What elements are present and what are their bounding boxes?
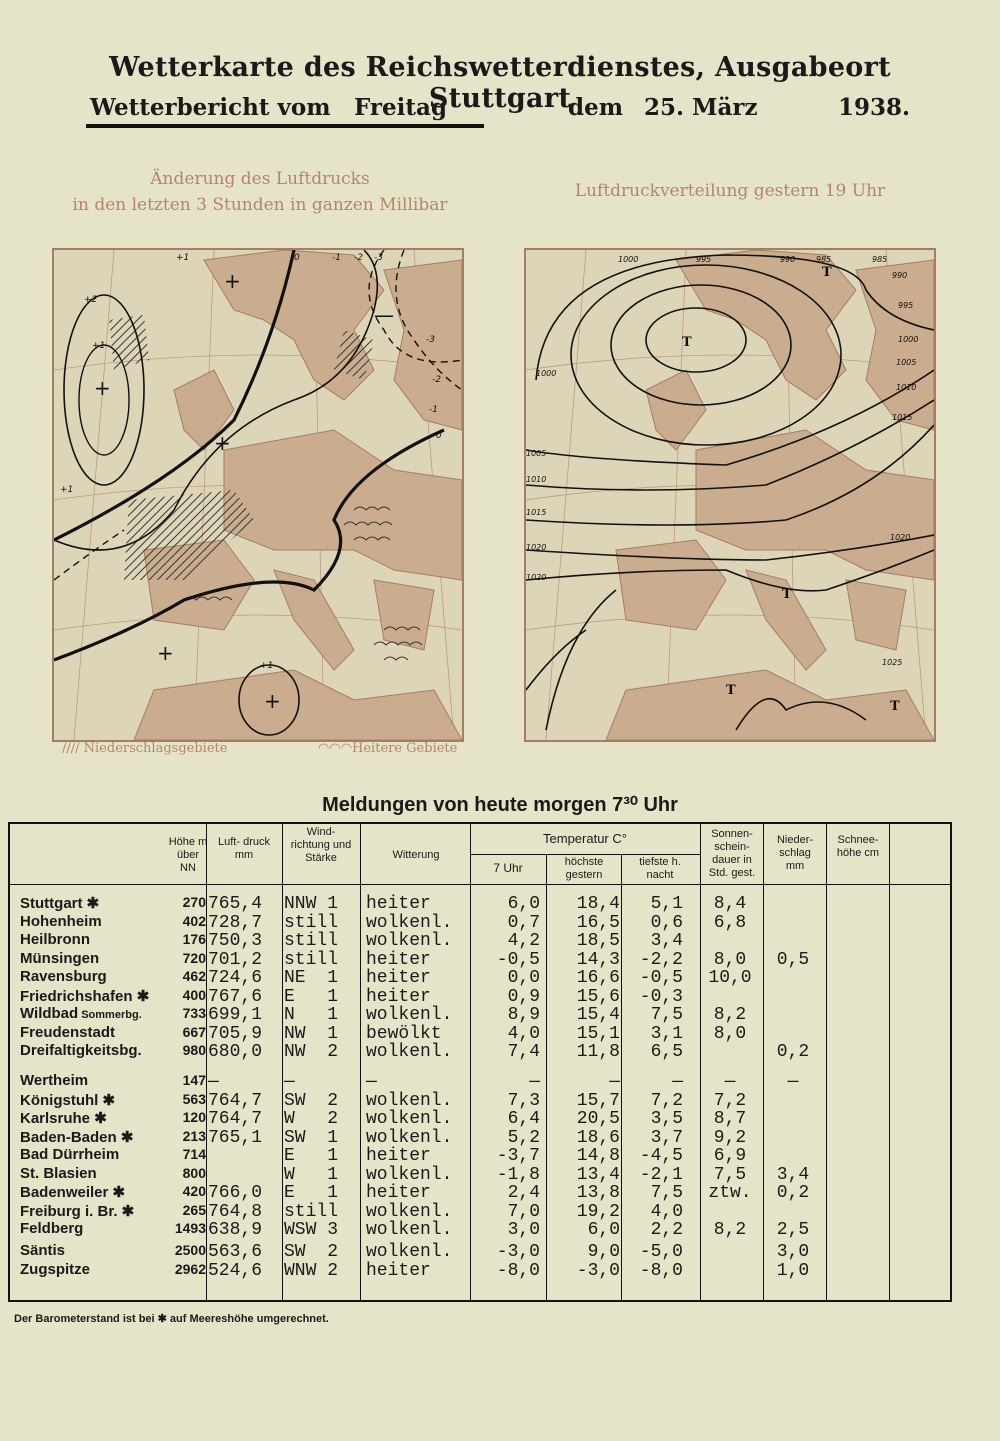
cell-wx: wolkenl. xyxy=(366,1109,453,1129)
cell-t7: 7,3 xyxy=(507,1090,540,1111)
svg-text:1015: 1015 xyxy=(526,508,547,517)
pressure-distribution-map xyxy=(524,248,936,742)
cell-n: 0,2 xyxy=(776,1042,810,1062)
cell-tx: — xyxy=(609,1072,620,1092)
cell-wx: bewölkt xyxy=(366,1023,442,1044)
cell-p: 764,8 xyxy=(208,1201,263,1222)
station-name: Freudenstadt xyxy=(20,1023,116,1041)
cell-tx: 18,4 xyxy=(576,894,620,914)
svg-text:0: 0 xyxy=(294,253,300,263)
cell-p: 750,3 xyxy=(208,931,263,951)
svg-text:-1: -1 xyxy=(332,253,341,263)
cell-w: E 1 xyxy=(284,1183,339,1203)
pressure-change-map xyxy=(52,248,464,742)
station-height: 2962 xyxy=(174,1260,206,1277)
cell-tx: 13,8 xyxy=(576,1183,620,1203)
cell-tn: — xyxy=(672,1072,683,1092)
cell-s: 7,2 xyxy=(713,1090,747,1111)
table-row xyxy=(10,950,954,969)
header-bottom-line xyxy=(10,884,950,885)
table-row xyxy=(10,1109,954,1128)
station-height: 2500 xyxy=(174,1242,206,1258)
cell-w: still xyxy=(284,931,339,951)
cell-s: ztw. xyxy=(708,1183,752,1203)
cell-t7: 8,9 xyxy=(507,1005,540,1025)
legend-precipitation: //// Niederschlagsgebiete xyxy=(62,741,228,756)
cell-s: 6,9 xyxy=(713,1146,747,1166)
cell-w: NW 1 xyxy=(284,1023,339,1044)
station-height: 147 xyxy=(182,1072,206,1088)
cell-w: SW 2 xyxy=(284,1090,339,1111)
svg-text:+: + xyxy=(224,269,241,293)
cell-p: 699,1 xyxy=(208,1005,263,1025)
cell-s: 8,0 xyxy=(713,949,747,970)
cell-w: WNW 2 xyxy=(284,1260,339,1281)
cell-p: 638,9 xyxy=(208,1220,263,1240)
cell-w: N 1 xyxy=(284,1005,339,1025)
cell-tn: -0,3 xyxy=(639,986,683,1007)
cell-s: 9,2 xyxy=(713,1127,747,1148)
table-row xyxy=(10,1261,954,1280)
cell-tx: 19,2 xyxy=(576,1201,620,1222)
cell-w: E 1 xyxy=(284,1146,339,1166)
station-height: 265 xyxy=(182,1201,206,1218)
cell-s: 8,2 xyxy=(713,1005,747,1025)
svg-text:-1: -1 xyxy=(429,405,438,415)
cell-t7: 7,0 xyxy=(507,1201,540,1222)
station-name: Friedrichshafen ✱ xyxy=(20,987,150,1005)
page-title: Wetterkarte des Reichswetterdienstes, Ausgabeort Stuttgart xyxy=(109,52,891,114)
cell-wx: heiter xyxy=(366,986,431,1007)
cell-n: 3,0 xyxy=(776,1242,810,1262)
header-sonne: Sonnen- schein- dauer in Std. gest. xyxy=(708,828,756,879)
cell-p: — xyxy=(208,1072,219,1092)
station-height: 980 xyxy=(182,1042,206,1058)
pressure-distribution-map-svg xyxy=(526,250,934,740)
cell-wx: wolkenl. xyxy=(366,1242,453,1262)
table-row xyxy=(10,1183,954,1202)
station-name: Bad Dürrheim xyxy=(20,1146,120,1163)
header-witterung: Witterung xyxy=(392,849,440,861)
station-name: Münsingen xyxy=(20,949,100,967)
temp-header-line xyxy=(470,854,700,855)
svg-text:0: 0 xyxy=(436,431,442,441)
svg-text:T: T xyxy=(726,683,736,698)
table-row xyxy=(10,1042,954,1061)
cell-t7: — xyxy=(529,1072,540,1092)
station-height: 176 xyxy=(182,931,206,947)
right-map-caption: Luftdruckverteilung gestern 19 Uhr xyxy=(574,181,886,201)
cell-tx: 15,7 xyxy=(576,1090,620,1111)
cell-wx: wolkenl. xyxy=(366,1220,453,1240)
cell-s: 8,7 xyxy=(713,1109,747,1129)
cell-t7: -3,0 xyxy=(496,1242,540,1262)
cell-wx: heiter xyxy=(366,894,431,914)
cell-tn: 0,6 xyxy=(650,912,683,933)
svg-text:1000: 1000 xyxy=(536,369,557,378)
date-prefix: dem xyxy=(568,94,624,121)
cell-tn: -5,0 xyxy=(639,1242,683,1262)
cell-t7: -1,8 xyxy=(496,1164,540,1185)
station-name: Baden-Baden ✱ xyxy=(20,1128,134,1146)
svg-text:+: + xyxy=(214,431,231,455)
svg-text:T: T xyxy=(682,335,692,350)
table-row xyxy=(10,1024,954,1043)
svg-text:+: + xyxy=(264,689,281,713)
cell-wx: heiter xyxy=(366,1260,431,1281)
svg-text:T: T xyxy=(890,699,900,714)
header-t7: 7 Uhr xyxy=(493,861,523,875)
cell-t7: 6,0 xyxy=(507,894,540,914)
cell-s: 8,4 xyxy=(713,894,747,914)
station-name: Stuttgart ✱ xyxy=(20,895,100,912)
cell-p: 764,7 xyxy=(208,1090,263,1111)
cell-w: NNW 1 xyxy=(284,894,339,914)
cell-t7: 5,2 xyxy=(507,1127,540,1148)
year: 1938. xyxy=(838,94,911,121)
table-row xyxy=(10,1091,954,1110)
svg-text:+: + xyxy=(94,376,111,400)
station-name: St. Blasien xyxy=(20,1164,97,1182)
header-nieder: Nieder- schlag mm xyxy=(776,834,814,872)
cell-t7: -3,7 xyxy=(496,1146,540,1166)
table-row xyxy=(10,1072,954,1091)
station-name: Säntis xyxy=(20,1242,66,1259)
cell-p: 724,6 xyxy=(208,968,263,988)
station-height: 402 xyxy=(182,912,206,929)
cell-wx: wolkenl. xyxy=(366,1201,453,1222)
svg-text:985: 985 xyxy=(872,255,888,264)
svg-text:1015: 1015 xyxy=(892,413,913,422)
cell-p: 767,6 xyxy=(208,986,263,1007)
cell-wx: wolkenl. xyxy=(366,912,453,933)
station-name: Wildbad Sommerbg. xyxy=(20,1005,142,1022)
svg-text:-3: -3 xyxy=(426,335,435,345)
cell-w: W 1 xyxy=(284,1164,339,1185)
cell-p: 701,2 xyxy=(208,949,263,970)
svg-text:995: 995 xyxy=(696,255,712,264)
table-row xyxy=(10,1242,954,1261)
station-height: 720 xyxy=(182,949,206,966)
station-height: 213 xyxy=(182,1127,206,1144)
cell-tn: -8,0 xyxy=(639,1260,683,1281)
cell-p: 728,7 xyxy=(208,912,263,933)
station-name: Freiburg i. Br. ✱ xyxy=(20,1202,135,1220)
svg-text:+2: +2 xyxy=(84,295,98,305)
cell-tx: 14,8 xyxy=(576,1146,620,1166)
cell-s: 8,2 xyxy=(713,1220,747,1240)
cell-tn: 3,4 xyxy=(650,931,683,951)
svg-text:-3: -3 xyxy=(374,253,383,263)
cell-tx: 16,5 xyxy=(576,912,620,933)
cell-p: 766,0 xyxy=(208,1183,263,1203)
cell-tx: 20,5 xyxy=(576,1109,620,1129)
cell-wx: heiter xyxy=(366,1183,431,1203)
station-name: Wertheim xyxy=(20,1072,89,1089)
cell-tx: 18,6 xyxy=(576,1127,620,1148)
legend-clear-label: Heitere Gebiete xyxy=(352,741,458,756)
cell-w: NW 2 xyxy=(284,1042,339,1062)
svg-text:1020: 1020 xyxy=(526,573,547,582)
header-schnee: Schnee- höhe cm xyxy=(836,834,880,859)
cell-tx: 6,0 xyxy=(587,1220,620,1240)
header-luftdruck: Luft- druck mm xyxy=(218,836,270,861)
station-height: 420 xyxy=(182,1183,206,1199)
cell-tn: 7,2 xyxy=(650,1090,683,1111)
cell-p: 764,7 xyxy=(208,1109,263,1129)
cell-p: 765,4 xyxy=(208,894,263,914)
cell-s: 8,0 xyxy=(713,1023,747,1044)
cell-t7: 0,9 xyxy=(507,986,540,1007)
svg-text:990: 990 xyxy=(780,255,796,264)
cell-tn: 3,1 xyxy=(650,1023,683,1044)
svg-text:—: — xyxy=(374,303,394,327)
footnote: Der Barometerstand ist bei ✱ auf Meereshöhe umgerechnet. xyxy=(14,1313,329,1325)
left-caption-line2: in den letzten 3 Stunden in ganzen Millibar xyxy=(72,195,448,215)
cell-tx: 15,6 xyxy=(576,986,620,1007)
svg-text:985: 985 xyxy=(816,255,832,264)
cell-s: 10,0 xyxy=(708,968,752,988)
svg-text:1020: 1020 xyxy=(526,543,547,552)
station-height: 667 xyxy=(182,1023,206,1040)
station-height: 800 xyxy=(182,1164,206,1181)
cell-tx: 11,8 xyxy=(576,1042,620,1062)
cell-n: 3,4 xyxy=(776,1164,810,1185)
svg-text:1010: 1010 xyxy=(526,475,547,484)
cell-tx: -3,0 xyxy=(576,1260,620,1281)
cell-tx: 15,1 xyxy=(576,1023,620,1044)
table-row xyxy=(10,1165,954,1184)
cell-t7: 2,4 xyxy=(507,1183,540,1203)
cell-s: 6,8 xyxy=(713,912,747,933)
cell-t7: 7,4 xyxy=(507,1042,540,1062)
station-name: Feldberg xyxy=(20,1220,84,1237)
svg-text:990: 990 xyxy=(892,271,908,280)
cell-t7: 3,0 xyxy=(507,1220,540,1240)
svg-text:+1: +1 xyxy=(60,485,74,495)
cell-w: still xyxy=(284,1201,339,1222)
cell-tn: 3,5 xyxy=(650,1109,683,1129)
svg-text:1005: 1005 xyxy=(896,358,917,367)
title-underline xyxy=(86,124,484,128)
weekday: Freitag xyxy=(354,94,448,121)
cell-tn: -2,2 xyxy=(639,949,683,970)
cell-t7: -0,5 xyxy=(496,949,540,970)
cell-n: 1,0 xyxy=(776,1260,810,1281)
cell-t7: 6,4 xyxy=(507,1109,540,1129)
cell-tn: -0,5 xyxy=(639,968,683,988)
table-row xyxy=(10,1128,954,1147)
station-height: 714 xyxy=(182,1146,206,1162)
svg-text:1010: 1010 xyxy=(896,383,917,392)
station-name: Königstuhl ✱ xyxy=(20,1091,116,1109)
svg-text:+1: +1 xyxy=(260,661,274,671)
cell-n: 0,2 xyxy=(776,1183,810,1203)
svg-text:1000: 1000 xyxy=(898,335,919,344)
pressure-fall-markers xyxy=(374,303,394,327)
cell-wx: wolkenl. xyxy=(366,1090,453,1111)
left-map-caption xyxy=(40,166,480,218)
cell-tx: 9,0 xyxy=(587,1242,620,1262)
cell-n: 2,5 xyxy=(776,1220,810,1240)
cell-w: E 1 xyxy=(284,986,339,1007)
cell-tx: 15,4 xyxy=(576,1005,620,1025)
cell-p: 563,6 xyxy=(208,1242,263,1262)
table-row xyxy=(10,913,954,932)
cell-tn: 3,7 xyxy=(650,1127,683,1148)
cell-n: — xyxy=(787,1072,799,1092)
cell-n: 0,5 xyxy=(776,949,810,970)
cell-tn: 4,0 xyxy=(650,1201,683,1222)
cell-t7: 0,0 xyxy=(507,968,540,988)
cell-s: — xyxy=(724,1072,736,1092)
station-name: Zugspitze xyxy=(20,1260,90,1278)
svg-text:+: + xyxy=(157,641,174,665)
cell-wx: wolkenl. xyxy=(366,931,453,951)
report-prefix: Wetterbericht vom xyxy=(90,94,331,121)
table-row xyxy=(10,1005,954,1024)
cell-p: 524,6 xyxy=(208,1260,263,1281)
svg-text:T: T xyxy=(822,265,832,280)
cell-tx: 14,3 xyxy=(576,949,620,970)
cell-w: SW 2 xyxy=(284,1242,339,1262)
station-height: 563 xyxy=(182,1090,206,1107)
cell-t7: 4,0 xyxy=(507,1023,540,1044)
cell-w: WSW 3 xyxy=(284,1220,339,1240)
station-name: Ravensburg xyxy=(20,968,107,985)
svg-text:1025: 1025 xyxy=(882,658,903,667)
header-temperatur: Temperatur C° xyxy=(543,831,627,846)
header-thoch: höchste gestern xyxy=(564,856,604,881)
header-ttief: tiefste h. nacht xyxy=(639,856,681,881)
header-wind: Wind- richtung und Stärke xyxy=(290,826,352,864)
cell-tn: 7,5 xyxy=(650,1183,683,1203)
table-row xyxy=(10,1220,954,1239)
cell-tn: 5,1 xyxy=(650,894,683,914)
cell-tn: 2,2 xyxy=(650,1220,683,1240)
header-hoehe: Höhe m über NN xyxy=(168,836,208,874)
table-row xyxy=(10,987,954,1006)
cell-wx: heiter xyxy=(366,1146,431,1166)
cell-tn: -4,5 xyxy=(639,1146,683,1166)
cell-w: NE 1 xyxy=(284,968,339,988)
cell-wx: wolkenl. xyxy=(366,1164,453,1185)
cell-tx: 13,4 xyxy=(576,1164,620,1185)
cell-w: W 2 xyxy=(284,1109,339,1129)
cell-w: SW 1 xyxy=(284,1127,339,1148)
cell-wx: wolkenl. xyxy=(366,1042,453,1062)
cell-wx: wolkenl. xyxy=(366,1005,453,1025)
svg-text:+1: +1 xyxy=(176,253,190,263)
cell-p: 705,9 xyxy=(208,1023,263,1044)
cell-tx: 16,6 xyxy=(576,968,620,988)
legend-clear-symbol: ◠◠◠ xyxy=(318,741,353,756)
legend-clear xyxy=(318,741,457,756)
date: 25. März xyxy=(644,94,758,121)
cell-w: still xyxy=(284,912,339,933)
cell-tn: 7,5 xyxy=(650,1005,683,1025)
cell-wx: heiter xyxy=(366,949,431,970)
table-row xyxy=(10,1202,954,1221)
table-row xyxy=(10,968,954,987)
station-name: Karlsruhe ✱ xyxy=(20,1110,107,1127)
svg-text:1000: 1000 xyxy=(618,255,639,264)
pressure-change-map-svg xyxy=(54,250,462,740)
cell-wx: heiter xyxy=(366,968,431,988)
cell-tx: 18,5 xyxy=(576,931,620,951)
cell-t7: -8,0 xyxy=(496,1260,540,1281)
report-date-line xyxy=(86,94,916,128)
station-height: 733 xyxy=(182,1005,206,1021)
table-row xyxy=(10,894,954,913)
station-name: Heilbronn xyxy=(20,931,90,948)
cell-w: — xyxy=(284,1072,295,1092)
table-row xyxy=(10,931,954,950)
observations-table xyxy=(8,822,952,1302)
cell-p: 680,0 xyxy=(208,1042,263,1062)
station-name: Dreifaltigkeitsbg. xyxy=(20,1042,142,1059)
table-row xyxy=(10,1146,954,1165)
svg-text:T: T xyxy=(782,587,792,602)
svg-text:-2: -2 xyxy=(354,253,363,263)
svg-text:1020: 1020 xyxy=(890,533,911,542)
left-caption-line1: Änderung des Luftdrucks xyxy=(150,169,370,189)
cell-t7: 4,2 xyxy=(507,931,540,951)
svg-text:995: 995 xyxy=(898,301,914,310)
cell-t7: 0,7 xyxy=(507,912,540,933)
station-height: 400 xyxy=(182,986,206,1003)
station-name: Badenweiler ✱ xyxy=(20,1184,126,1201)
station-height: 270 xyxy=(182,894,206,910)
station-height: 462 xyxy=(182,968,206,984)
svg-text:+1: +1 xyxy=(92,341,106,351)
cell-tn: 6,5 xyxy=(650,1042,683,1062)
station-height: 120 xyxy=(182,1109,206,1125)
cell-w: still xyxy=(284,949,339,970)
cell-wx: — xyxy=(366,1072,377,1092)
station-height: 1493 xyxy=(174,1220,206,1236)
station-name: Hohenheim xyxy=(20,912,102,930)
svg-text:-2: -2 xyxy=(432,375,441,385)
cell-s: 7,5 xyxy=(713,1164,747,1185)
cell-tn: -2,1 xyxy=(639,1164,683,1185)
cell-wx: wolkenl. xyxy=(366,1127,453,1148)
cell-p: 765,1 xyxy=(208,1127,263,1148)
svg-text:1005: 1005 xyxy=(526,449,547,458)
table-title: Meldungen von heute morgen 7³⁰ Uhr xyxy=(322,794,678,816)
